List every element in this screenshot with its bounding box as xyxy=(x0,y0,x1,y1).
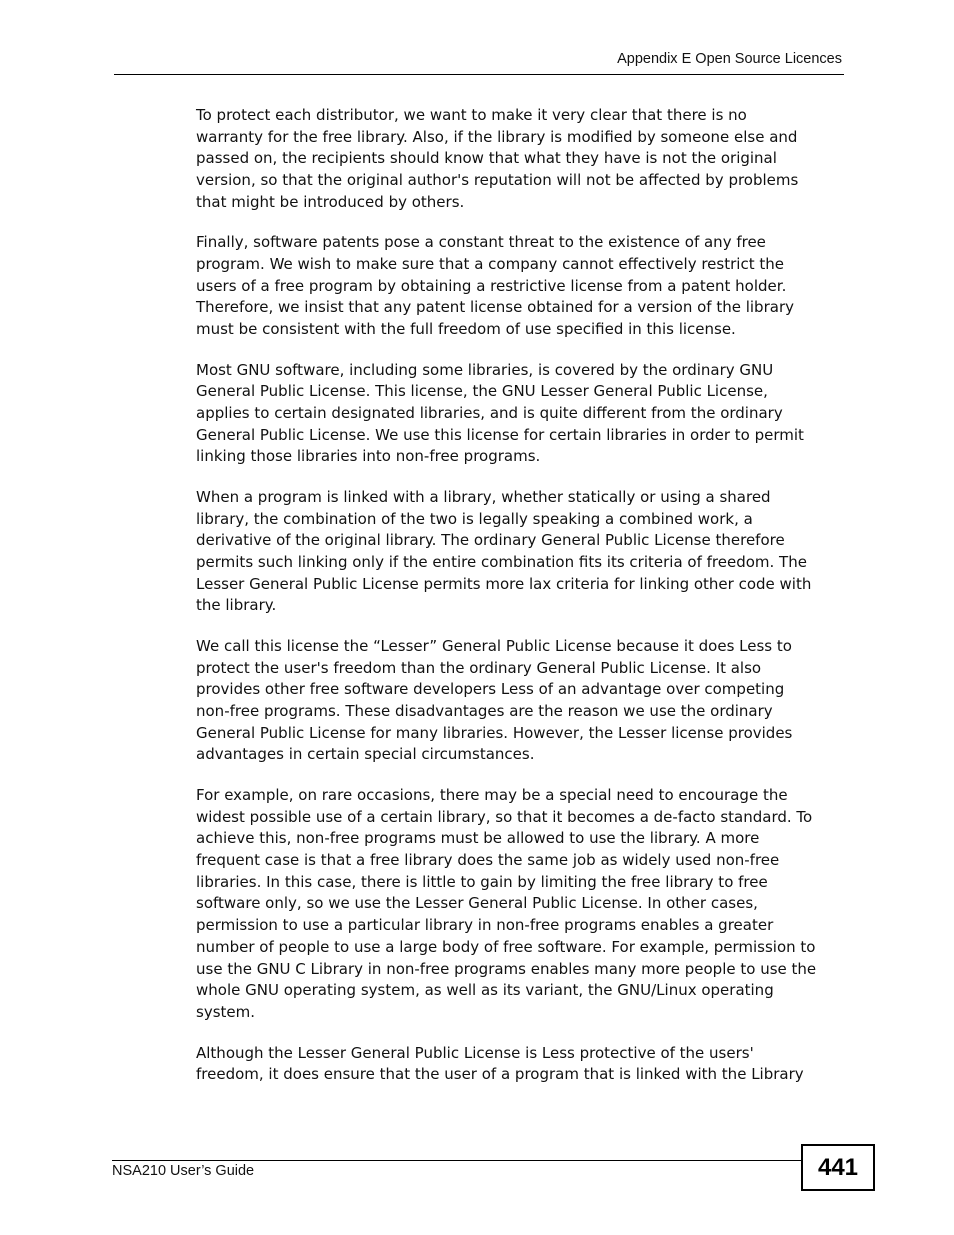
footer-guide-title: NSA210 User’s Guide xyxy=(112,1163,255,1179)
page-footer xyxy=(112,1160,802,1179)
paragraph-software-patents: Finally, software patents pose a constant threat to the existence of any free program. We wish to make sure that a company cannot effectively restrict the users of a free program by obtaining a restrictive license from a patent holder. Therefore, we insist that any patent license obtained for a version of the library must be consistent with the full freedom of use specified in this license. xyxy=(196,233,794,339)
page-header xyxy=(114,50,844,75)
paragraph-distributor-warranty: To protect each distributor, we want to make it very clear that there is no warranty for the free library. Also, if the library is modified by someone else and passed on, the recipients should know that what they have is not the original version, so that the original author's reputation will not be affected by problems that might be introduced by others. xyxy=(196,106,799,211)
paragraph-lesser-license: We call this license the “Lesser” General Public License because it does Less to protect the user's freedom than the ordinary General Public License. It also provides other free software developers Less of an advantage over competing non-free programs. These disadvantages are the reason we use the ordinary General Public License for many libraries. However, the Lesser license provides advantages in certain special circumstances. xyxy=(196,636,793,764)
document-body xyxy=(196,105,844,1105)
header-title: Appendix E Open Source Licences xyxy=(617,51,842,67)
paragraph-linked-library: When a program is linked with a library, whether statically or using a shared library, the combination of the two is legally speaking a combined work, a derivative of the original library. The ordinary General Public License therefore permits such linking only if the entire combination fits its criteria of freedom. The Lesser General Public License permits more lax criteria for linking other code with the library. xyxy=(196,487,812,615)
paragraph-example: For example, on rare occasions, there may be a special need to encourage the widest possible use of a certain library, so that it becomes a de-facto standard. To achieve this, non-free programs must be allowed to use the library. A more frequent case is that a free library does the same job as widely used non-free libraries. In this case, there is little to gain by limiting the free library to free software only, so we use the Lesser General Public License. In other cases, permission to use a particular library in non-free programs enables a greater number of people to use a large body of free software. For example, permission to use the GNU C Library in non-free programs enables many more people to use the whole GNU operating system, as well as its variant, the GNU/Linux operating system. xyxy=(196,785,817,1021)
paragraph-gnu-software: Most GNU software, including some libraries, is covered by the ordinary GNU General Public License. This license, the GNU Lesser General Public License, applies to certain designated libraries, and is quite different from the ordinary General Public License. We use this license for certain libraries in order to permit linking those libraries into non-free programs. xyxy=(196,360,804,466)
page-number-box xyxy=(801,1144,875,1191)
paragraph-although: Although the Lesser General Public License is Less protective of the users' freedom, it does ensure that the user of a program that is linked with the Library xyxy=(196,1043,804,1084)
page-number: 441 xyxy=(817,1153,859,1181)
